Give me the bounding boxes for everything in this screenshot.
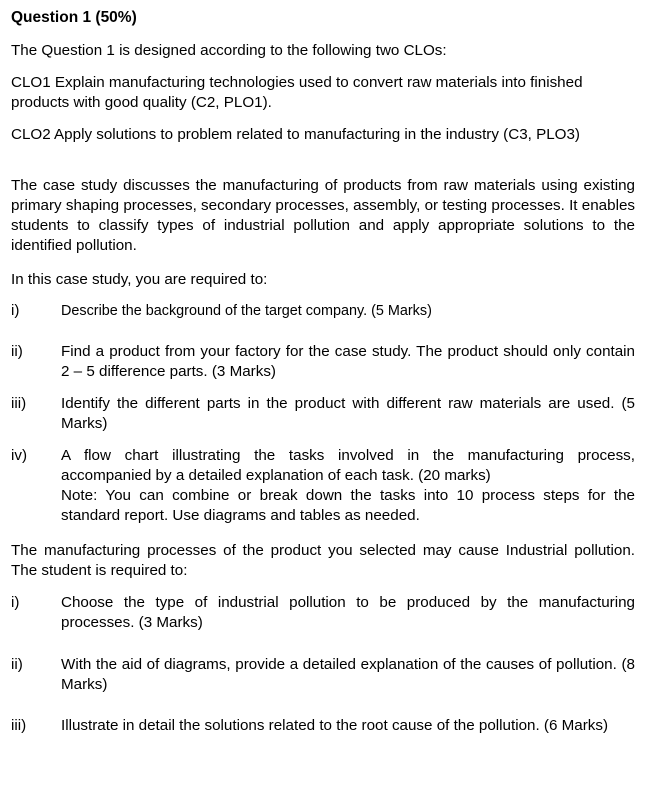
task-text: Illustrate in detail the solutions related to the root cause of the pollution. (6 Marks): [61, 717, 609, 734]
task-text: Choose the type of industrial pollution to be produced by the manufacturing processes. (3 Marks): [61, 594, 635, 631]
task-number: iii): [11, 395, 27, 412]
task-text: Identify the different parts in the product with different raw materials are used. (5 Marks): [61, 395, 635, 432]
required-intro: In this case study, you are required to:: [11, 271, 268, 288]
task-number: i): [11, 594, 20, 611]
task-text: With the aid of diagrams, provide a detailed explanation of the causes of pollution. (8 Marks): [61, 656, 635, 693]
pollution-intro: The manufacturing processes of the product you selected may cause Industrial pollution. The student is required to:: [11, 542, 635, 579]
task-note: Note: You can combine or break down the tasks into 10 process steps for the standard report. Use diagrams and tables as needed.: [61, 487, 635, 524]
task-text: A flow chart illustrating the tasks involved in the manufacturing process, accompanied by a detailed explanation of each task. (20 marks): [61, 447, 635, 484]
question-heading: Question 1 (50%): [11, 9, 137, 26]
task-number: iii): [11, 717, 27, 734]
task-number: i): [11, 302, 20, 319]
case-study-paragraph: The case study discusses the manufacturing of products from raw materials using existing primary shaping processes, secondary processes, assembly, or testing processes. It enables students to classify types of industrial pollution and apply appropriate solutions to the identified pollution.: [11, 177, 635, 254]
task-text: Find a product from your factory for the case study. The product should only contain 2 – 5 difference parts. (3 Marks): [61, 343, 635, 380]
clo1-text: CLO1 Explain manufacturing technologies used to convert raw materials into finished products with good quality (C2, PLO1).: [11, 74, 583, 111]
task-number: iv): [11, 447, 28, 464]
task-text: Describe the background of the target company. (5 Marks): [61, 303, 432, 319]
task-number: ii): [11, 343, 23, 360]
task-number: ii): [11, 656, 23, 673]
clo-intro: The Question 1 is designed according to the following two CLOs:: [11, 42, 447, 59]
clo2-text: CLO2 Apply solutions to problem related to manufacturing in the industry (C3, PLO3): [11, 126, 580, 143]
